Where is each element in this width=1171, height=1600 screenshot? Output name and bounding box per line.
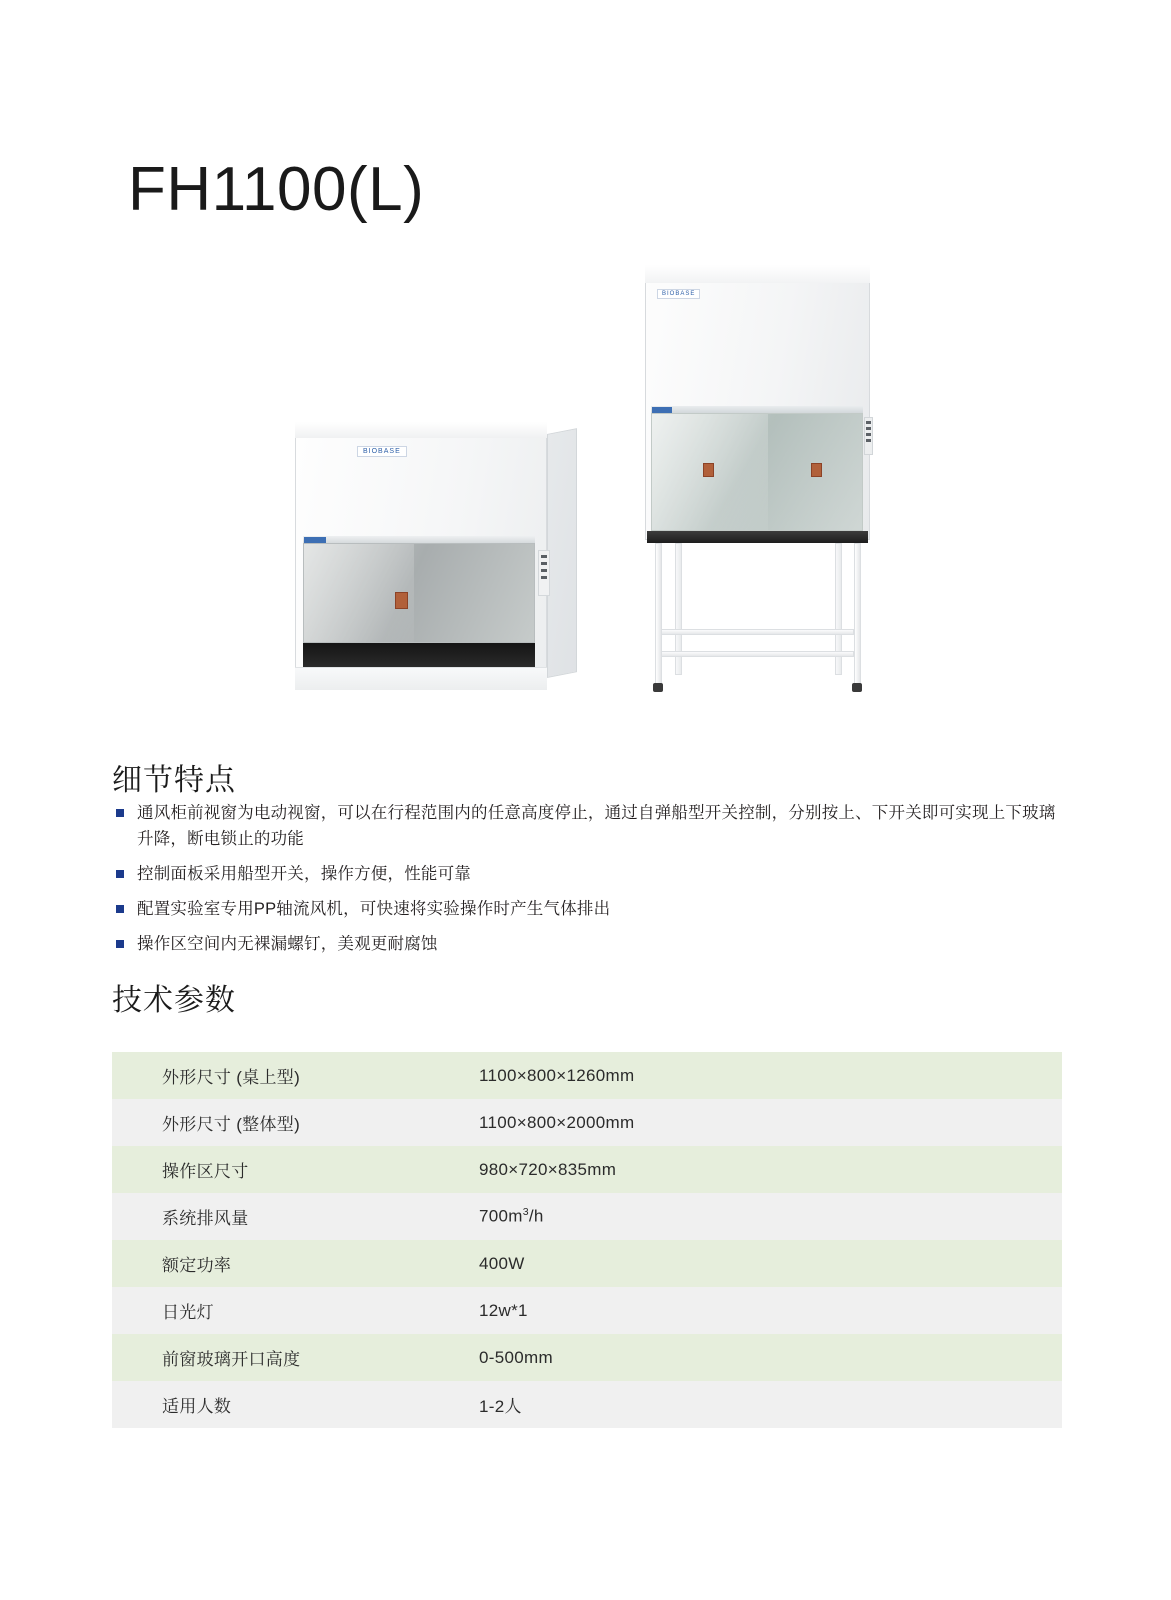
spec-key: 额定功率 (112, 1240, 437, 1287)
table-row (112, 1334, 1062, 1381)
spec-key: 系统排风量 (112, 1193, 437, 1240)
cabinet-top (645, 265, 870, 283)
power-socket (703, 463, 714, 477)
spec-key: 外形尺寸 (整体型) (112, 1099, 437, 1146)
cabinet-base (295, 667, 547, 690)
list-item: 操作区空间内无裸漏螺钉，美观更耐腐蚀 (112, 931, 1072, 957)
spec-value: 400W (437, 1240, 1062, 1287)
table-row (112, 1099, 1062, 1146)
specs-heading: 技术参数 (112, 983, 236, 1017)
control-panel (538, 550, 550, 596)
table-row (112, 1052, 1062, 1099)
table-row (112, 1381, 1062, 1428)
list-item: 通风柜前视窗为电动视窗，可以在行程范围内的任意高度停止，通过自弹船型开关控制，分别按上、下开关即可实现上下玻璃升降，断电锁止的功能 (112, 800, 1072, 852)
stand-leg (854, 543, 861, 685)
support-stand (645, 543, 871, 693)
product-image (270, 250, 930, 710)
specifications-table (112, 1052, 1062, 1428)
product-unit-floor-standing (625, 265, 900, 695)
spec-key: 日光灯 (112, 1287, 437, 1334)
table-row (112, 1287, 1062, 1334)
product-unit-bench-top (295, 410, 595, 700)
brand-label: BIOBASE (357, 446, 407, 457)
spec-value: 12w*1 (437, 1287, 1062, 1334)
spec-key: 操作区尺寸 (112, 1146, 437, 1193)
stand-rail (659, 651, 854, 657)
cabinet-top (295, 422, 547, 438)
caster-wheel (653, 683, 663, 692)
spec-value: 980×720×835mm (437, 1146, 1062, 1193)
brand-label: BIOBASE (657, 289, 700, 299)
stand-leg (655, 543, 662, 685)
caster-wheel (852, 683, 862, 692)
work-surface (647, 531, 868, 543)
viewing-sash (303, 543, 535, 643)
features-heading: 细节特点 (112, 763, 236, 797)
spec-value: 1-2人 (437, 1381, 1062, 1428)
spec-key: 前窗玻璃开口高度 (112, 1334, 437, 1381)
spec-key: 适用人数 (112, 1381, 437, 1428)
spec-value: 1100×800×2000mm (437, 1099, 1062, 1146)
spec-key: 外形尺寸 (桌上型) (112, 1052, 437, 1099)
spec-value: 1100×800×1260mm (437, 1052, 1062, 1099)
list-item: 控制面板采用船型开关，操作方便，性能可靠 (112, 861, 1072, 887)
table-row (112, 1193, 1062, 1240)
spec-value: 0-500mm (437, 1334, 1062, 1381)
control-panel (864, 417, 873, 455)
power-socket (395, 592, 408, 609)
spec-value: $700m^3/h$ (437, 1193, 1062, 1240)
cabinet-side-panel (547, 428, 577, 678)
table-row (112, 1146, 1062, 1193)
power-socket (811, 463, 822, 477)
viewing-sash (651, 413, 863, 531)
list-item: 配置实验室专用PP轴流风机，可快速将实验操作时产生气体排出 (112, 896, 1072, 922)
stand-rail (659, 629, 854, 635)
features-list (112, 800, 1072, 966)
front-opening (303, 643, 535, 667)
page-title: FH1100(L) (128, 154, 425, 224)
table-row (112, 1240, 1062, 1287)
